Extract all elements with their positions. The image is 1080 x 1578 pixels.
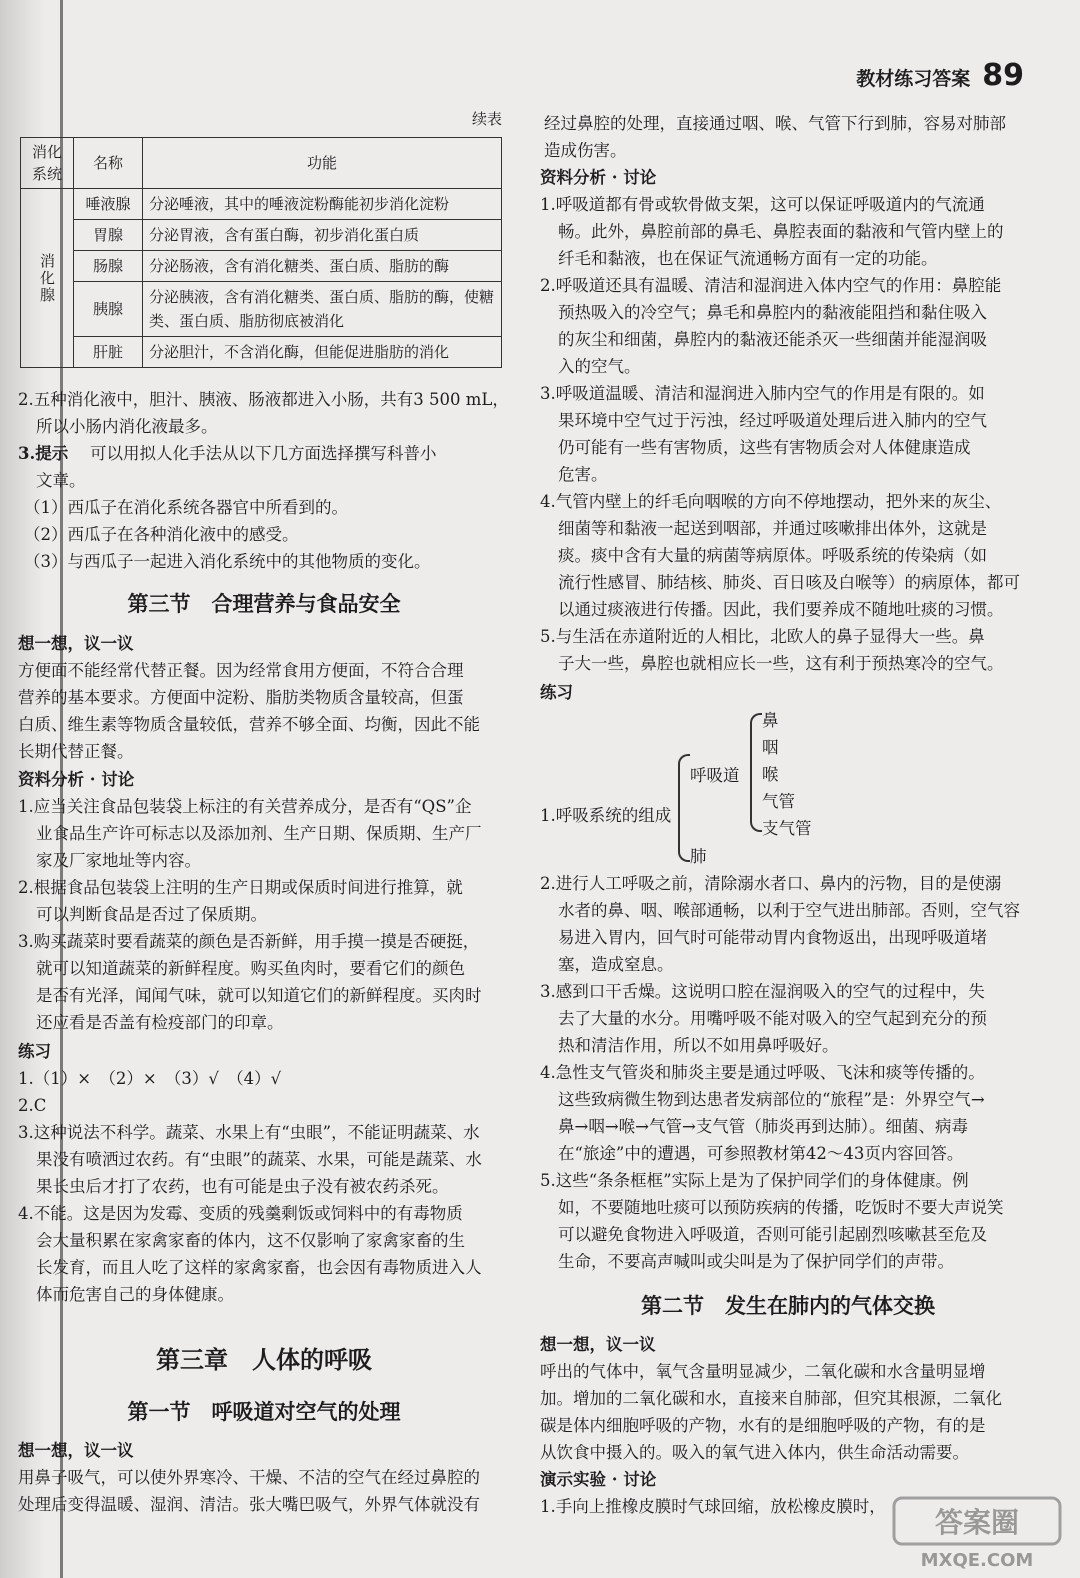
page-number: 89: [982, 58, 1024, 93]
section-title: 第三节 合理营养与食品安全: [127, 592, 401, 616]
paragraph-line: 呼出的气体中，氧气含量明显减少，二氧化碳和水含量明显增: [540, 1362, 986, 1381]
paragraph-line: 5.与生活在赤道附近的人相比，北欧人的鼻子显得大一些。鼻: [540, 627, 985, 646]
paragraph-line: 可以避免食物进入呼吸道，否则可能引起剧烈咳嗽甚至危及: [558, 1225, 987, 1244]
diagram-part-label: 气管: [762, 792, 795, 811]
table-cell-name: 唾液腺: [74, 189, 143, 220]
watermark-logo-text: 答案圈: [934, 1506, 1020, 1539]
subheading: 资料分析 · 讨论: [540, 168, 657, 187]
paragraph-line: 业食品生产许可标志以及添加剂、生产日期、保质期、生产厂: [36, 824, 482, 843]
paragraph-line: 1.应当关注食品包装袋上标注的有关营养成分，是否有“QS”企: [18, 797, 472, 816]
table-cell-function: 分泌胰液，含有消化糖类、蛋白质、脂肪的酶，使糖类、蛋白质、脂肪彻底被消化: [143, 282, 502, 337]
subheading: 练习: [18, 1042, 51, 1061]
diagram-main-brace: [678, 754, 690, 862]
digestive-glands-table: [20, 137, 502, 368]
table-header-name: 名称: [74, 138, 143, 189]
paragraph-line: 长发育，而且人吃了这样的家禽家畜，也会因有毒物质进入人: [36, 1258, 482, 1277]
paragraph-line: 入的空气。: [558, 357, 641, 376]
diagram-airway-brace: [750, 713, 762, 832]
paragraph-line: 用鼻子吸气，可以使外界寒冷、干燥、不洁的空气在经过鼻腔的: [18, 1468, 480, 1487]
diagram-lung-label: 肺: [690, 847, 707, 866]
exercise-answer: 2.C: [18, 1096, 47, 1115]
paragraph-line: 还应看是否盖有检疫部门的印章。: [36, 1013, 284, 1032]
paragraph-line: 经过鼻腔的处理，直接通过咽、喉、气管下行到肺，容易对肺部: [544, 114, 1006, 133]
paragraph-line: 仍可能有一些有害物质，这些有害物质会对人体健康造成: [558, 438, 971, 457]
watermark-url: MXQE.COM: [920, 1550, 1034, 1571]
paragraph-line: 如，不要随地吐痰可以预防疾病的传播，吃饭时不要大声说笑: [558, 1198, 1004, 1217]
table-cell-name: 胰腺: [74, 282, 143, 337]
table-row: [21, 220, 502, 251]
paragraph-line: 纤毛和黏液，也在保证气流通畅方面有一定的功能。: [558, 249, 938, 268]
paragraph-line: 营养的基本要求。方便面中淀粉、脂肪类物质含量较高，但蛋: [18, 688, 464, 707]
table-header-function: 功能: [143, 138, 502, 189]
paragraph-line: 去了大量的水分。用嘴呼吸不能对吸入的空气起到充分的预: [558, 1009, 987, 1028]
subheading: 资料分析 · 讨论: [18, 770, 135, 789]
paragraph-line: 5.这些“条条框框”实际上是为了保护同学们的身体健康。例: [540, 1171, 969, 1190]
header-title: 教材练习答案: [856, 68, 971, 90]
answer-3-line: 文章。: [36, 471, 86, 490]
paragraph-line: 果长虫后才打了农药，也有可能是虫子没有被农药杀死。: [36, 1177, 449, 1196]
table-cell-function: 分泌胆汁，不含消化酶，但能促进脂肪的消化: [143, 337, 502, 368]
paragraph-line: 危害。: [558, 465, 608, 484]
subheading: 想一想，议一议: [540, 1335, 656, 1354]
paragraph-line: 水者的鼻、咽、喉部通畅，以利于空气进出肺部。否则，空气容: [558, 901, 1020, 920]
table-group-label: 消化腺: [21, 189, 74, 368]
table-cell-function: 分泌唾液，其中的唾液淀粉酶能初步消化淀粉: [143, 189, 502, 220]
paragraph-line: 碳是体内细胞呼吸的产物，水有的是细胞呼吸的产物，有的是: [540, 1416, 986, 1435]
paragraph-line: 4.急性支气管炎和肺炎主要是通过呼吸、飞沫和痰等传播的。: [540, 1063, 985, 1082]
table-row: [21, 251, 502, 282]
answer-3-item: （2）西瓜子在各种消化液中的感受。: [24, 525, 299, 544]
answer-3-item: （3）与西瓜子一起进入消化系统中的其他物质的变化。: [24, 552, 431, 571]
subheading: 演示实验 · 讨论: [540, 1470, 657, 1489]
paragraph-line: 就可以知道蔬菜的新鲜程度。购买鱼肉时，要看它们的颜色: [36, 959, 465, 978]
paragraph-line: 1.手向上推橡皮膜时气球回缩，放松橡皮膜时，: [540, 1497, 886, 1516]
paragraph-line: 处理后变得温暖、湿润、清洁。张大嘴巴吸气，外界气体就没有: [18, 1495, 480, 1514]
table-cell-name: 肝脏: [74, 337, 143, 368]
paragraph-line: 3.呼吸道温暖、清洁和湿润进入肺内空气的作用是有限的。如: [540, 384, 985, 403]
paragraph-line: 4.气管内壁上的纤毛向咽喉的方向不停地摆动，把外来的灰尘、: [540, 492, 1002, 511]
paragraph-line: 果环境中空气过于污浊，经过呼吸道处理后进入肺内的空气: [558, 411, 987, 430]
paragraph-line: 在“旅途”中的遭遇，可参照教材第42～43页内容回答。: [558, 1144, 964, 1163]
paragraph-line: 3.购买蔬菜时要看蔬菜的颜色是否新鲜，用手摸一摸是否硬挺，: [18, 932, 480, 951]
paragraph-line: 以通过痰液进行传播。因此，我们要养成不随地吐痰的习惯。: [558, 600, 1004, 619]
table-cell-function: 分泌肠液，含有消化糖类、蛋白质、脂肪的酶: [143, 251, 502, 282]
paragraph-line: 方便面不能经常代替正餐。因为经常食用方便面，不符合合理: [18, 661, 464, 680]
paragraph-line: 3.这种说法不科学。蔬菜、水果上有“虫眼”，不能证明蔬菜、水: [18, 1123, 480, 1142]
paragraph-line: 2.呼吸道还具有温暖、清洁和湿润进入体内空气的作用：鼻腔能: [540, 276, 1002, 295]
paragraph-line: 鼻→咽→喉→气管→支气管（肺炎再到达肺）。细菌、病毒: [558, 1117, 969, 1136]
paragraph-line: 子大一些，鼻腔也就相应长一些，这有利于预热寒冷的空气。: [558, 654, 1004, 673]
paragraph-line: 的灰尘和细菌，鼻腔内的黏液还能杀灭一些细菌并能湿润吸: [558, 330, 987, 349]
answer-3-item: （1）西瓜子在消化系统各器官中所看到的。: [24, 498, 348, 517]
answer-3-label: 3.提示: [18, 444, 69, 463]
paragraph-line: 流行性感冒、肺结核、肺炎、百日咳及白喉等）的病原体，都可: [558, 573, 1020, 592]
paragraph-line: 畅。此外，鼻腔前部的鼻毛、鼻腔表面的黏液和气管内壁上的: [558, 222, 1004, 241]
paragraph-line: 加。增加的二氧化碳和水，直接来自肺部，但究其根源，二氧化: [540, 1389, 1002, 1408]
table-cell-name: 肠腺: [74, 251, 143, 282]
paragraph-line: 家及厂家地址等内容。: [36, 851, 201, 870]
answer-2-line: 所以小肠内消化液最多。: [36, 417, 218, 436]
paragraph-line: 造成伤害。: [544, 141, 627, 160]
paragraph-line: 1.呼吸道都有骨或软骨做支架，这可以保证呼吸道内的气流通: [540, 195, 985, 214]
paragraph-line: 3.感到口干舌燥。这说明口腔在湿润吸入的空气的过程中，失: [540, 982, 985, 1001]
table-cell-function: 分泌胃液，含有蛋白酶，初步消化蛋白质: [143, 220, 502, 251]
paragraph-line: 易进入胃内，回气时可能带动胃内食物返出，出现呼吸道堵: [558, 928, 987, 947]
table-row: [21, 337, 502, 368]
paragraph-line: 可以判断食品是否过了保质期。: [36, 905, 267, 924]
paragraph-line: 生命，不要高声喊叫或尖叫是为了保护同学们的声带。: [558, 1252, 954, 1271]
paragraph-line: 果没有喷洒过农药。有“虫眼”的蔬菜、水果，可能是蔬菜、水: [36, 1150, 482, 1169]
table-header-system: 消化系统: [21, 138, 74, 189]
answer-2-line: 2.五种消化液中，胆汁、胰液、肠液都进入小肠，共有3 500 mL，: [18, 390, 509, 409]
subheading: 想一想，议一议: [18, 634, 134, 653]
paragraph-line: 从饮食中摄入的。吸入的氧气进入体内，供生命活动需要。: [540, 1443, 969, 1462]
diagram-part-label: 咽: [762, 738, 779, 757]
diagram-root-label: 1.呼吸系统的组成: [540, 806, 672, 825]
diagram-part-label: 支气管: [762, 819, 812, 838]
paragraph-line: 预热吸入的冷空气；鼻毛和鼻腔内的黏液能阻挡和黏住吸入: [558, 303, 987, 322]
watermark-logo: [892, 1496, 1062, 1572]
exercise-answer: 1.（1）× （2）× （3）√ （4）√: [18, 1069, 282, 1088]
paragraph-line: 白质、维生素等物质含量较低，营养不够全面、均衡，因此不能: [18, 715, 480, 734]
paragraph-line: 细菌等和黏液一起送到咽部，并通过咳嗽排出体外，这就是: [558, 519, 987, 538]
paragraph-line: 会大量积累在家禽家畜的体内，这不仅影响了家禽家畜的生: [36, 1231, 465, 1250]
paragraph-line: 2.进行人工呼吸之前，清除溺水者口、鼻内的污物，目的是使溺: [540, 874, 1002, 893]
paragraph-line: 热和清洁作用，所以不如用鼻呼吸好。: [558, 1036, 839, 1055]
table-row: [21, 189, 502, 220]
answer-3-line: 可以用拟人化手法从以下几方面选择撰写科普小: [90, 444, 437, 463]
section-title: 第二节 发生在肺内的气体交换: [641, 1294, 935, 1318]
paragraph-line: 4.不能。这是因为发霉、变质的残羹剩饭或饲料中的有毒物质: [18, 1204, 463, 1223]
subheading: 想一想，议一议: [18, 1441, 134, 1460]
page-header: [856, 58, 1024, 93]
paragraph-line: 塞，造成窒息。: [558, 955, 674, 974]
paragraph-line: 是否有光泽，闻闻气味，就可以知道它们的新鲜程度。买肉时: [36, 986, 482, 1005]
paragraph-line: 2.根据食品包装袋上注明的生产日期或保质时间进行推算，就: [18, 878, 463, 897]
section-title: 第一节 呼吸道对空气的处理: [127, 1400, 401, 1424]
diagram-airway-label: 呼吸道: [690, 766, 740, 785]
table-cell-name: 胃腺: [74, 220, 143, 251]
paragraph-line: 体而危害自己的身体健康。: [36, 1285, 234, 1304]
diagram-part-label: 喉: [762, 765, 779, 784]
paragraph-line: 这些致病微生物到达患者发病部位的“旅程”是：外界空气→: [558, 1090, 985, 1109]
diagram-part-label: 鼻: [762, 711, 779, 730]
chapter-title: 第三章 人体的呼吸: [156, 1346, 372, 1374]
table-row: [21, 282, 502, 337]
table-header-row: [21, 138, 502, 189]
paragraph-line: 长期代替正餐。: [18, 742, 134, 761]
table-continued-label: 续表: [472, 110, 503, 128]
paragraph-line: 痰。痰中含有大量的病菌等病原体。呼吸系统的传染病（如: [558, 546, 987, 565]
subheading: 练习: [540, 683, 573, 702]
